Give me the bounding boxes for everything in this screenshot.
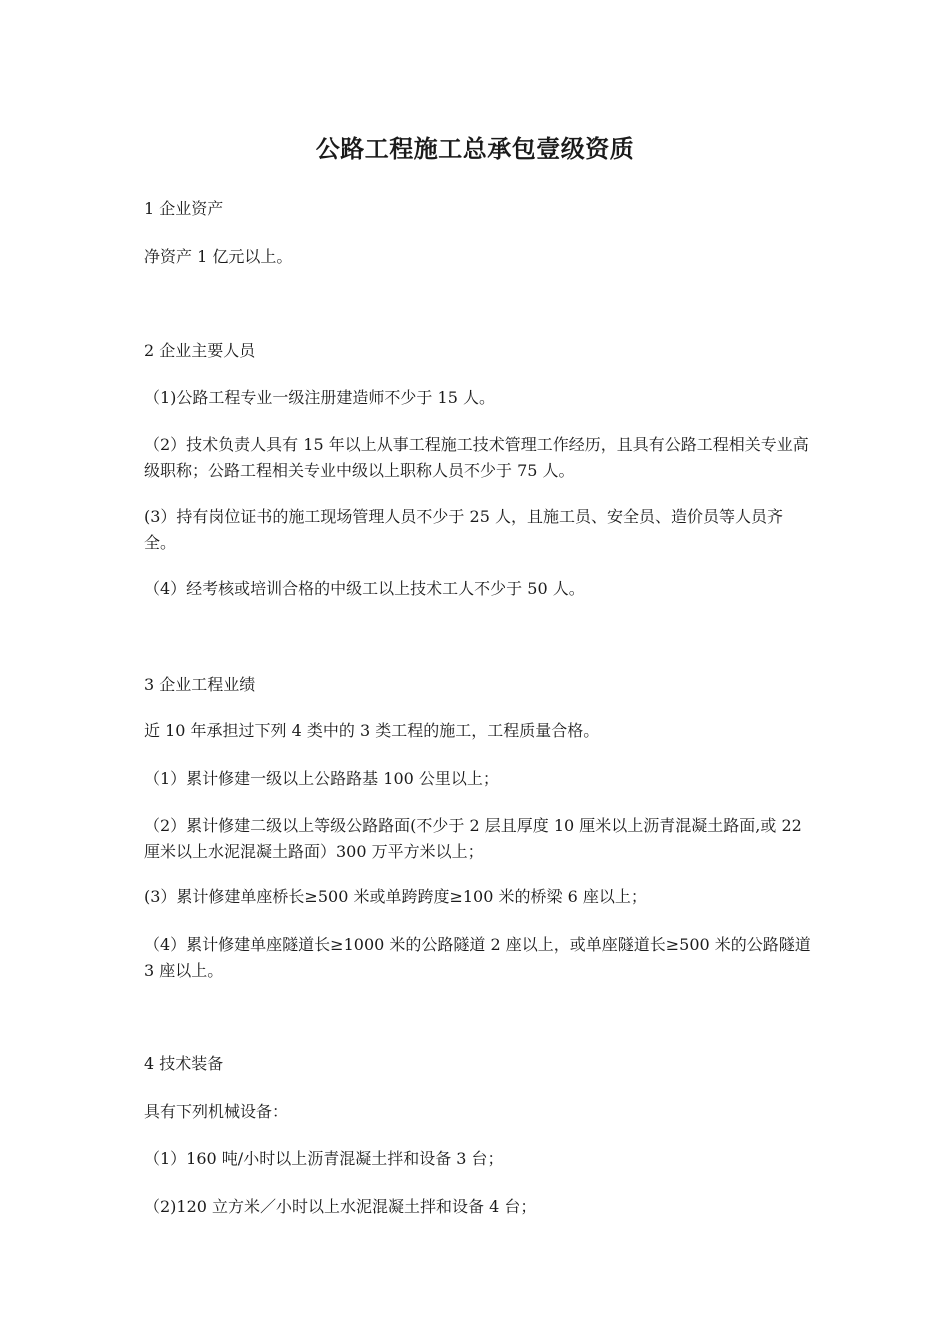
paragraph-performance-3: (3）累计修建单座桥长≥500 米或单跨跨度≥100 米的桥梁 6 座以上；	[144, 887, 647, 906]
paragraph-equipment-2: （2)120 立方米／小时以上水泥混凝土拌和设备 4 台；	[144, 1197, 537, 1216]
paragraph-personnel-1: （1)公路工程专业一级注册建造师不少于 15 人。	[144, 388, 495, 407]
paragraph-equipment-intro: 具有下列机械设备：	[144, 1102, 289, 1121]
section-heading-1: 1 企业资产	[144, 199, 224, 218]
paragraph-performance-2: （2）累计修建二级以上等级公路路面(不少于 2 层且厚度 10 厘米以上沥青混凝土路面,或 22 厘米以上水泥混凝土路面）300 万平方米以上；	[144, 816, 802, 861]
paragraph-net-assets: 净资产 1 亿元以上。	[144, 247, 293, 266]
section-heading-4: 4 技术装备	[144, 1054, 224, 1073]
paragraph-performance-4: （4）累计修建单座隧道长≥1000 米的公路隧道 2 座以上，或单座隧道长≥500 米的公路隧道 3 座以上。	[144, 935, 811, 980]
paragraph-equipment-1: （1）160 吨/小时以上沥青混凝土拌和设备 3 台；	[144, 1149, 504, 1168]
paragraph-personnel-3: (3）持有岗位证书的施工现场管理人员不少于 25 人，且施工员、安全员、造价员等人员齐全。	[144, 507, 783, 552]
paragraph-performance-1: （1）累计修建一级以上公路路基 100 公里以上；	[144, 769, 499, 788]
paragraph-performance-intro: 近 10 年承担过下列 4 类中的 3 类工程的施工，工程质量合格。	[144, 721, 600, 740]
document-title: 公路工程施工总承包壹级资质	[315, 134, 635, 163]
section-heading-2: 2 企业主要人员	[144, 341, 256, 360]
section-heading-3: 3 企业工程业绩	[144, 675, 256, 694]
paragraph-personnel-2: （2）技术负责人具有 15 年以上从事工程施工技术管理工作经历，且具有公路工程相关专业高级职称；公路工程相关专业中级以上职称人员不少于 75 人。	[144, 435, 809, 480]
paragraph-personnel-4: （4）经考核或培训合格的中级工以上技术工人不少于 50 人。	[144, 579, 585, 598]
